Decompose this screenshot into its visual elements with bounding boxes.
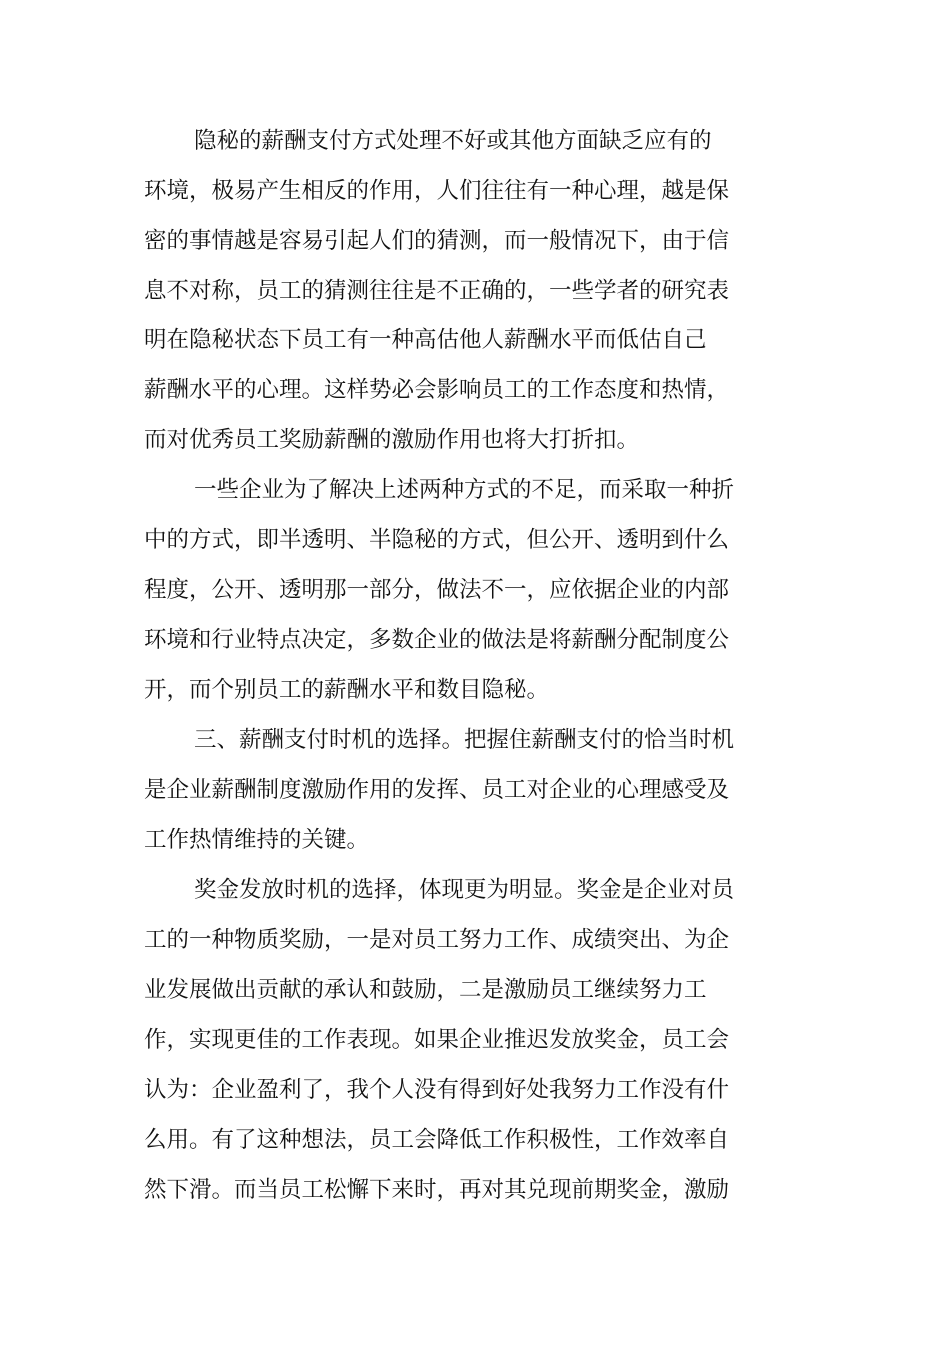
paragraph-4-line-7: 然下滑。而当员工松懈下来时，再对其兑现前期奖金，激励 (144, 1177, 730, 1203)
paragraph-2-line-4: 环境和行业特点决定，多数企业的做法是将薪酬分配制度公 (144, 627, 730, 653)
paragraph-4-line-1: 奖金发放时机的选择，体现更为明显。奖金是企业对员 (194, 877, 735, 903)
paragraph-1-line-5: 明在隐秘状态下员工有一种高估他人薪酬水平而低估自己 (144, 327, 707, 353)
paragraph-4-line-4: 作，实现更佳的工作表现。如果企业推迟发放奖金，员工会 (144, 1027, 730, 1053)
paragraph-2-line-5: 开，而个别员工的薪酬水平和数目隐秘。 (144, 677, 550, 703)
paragraph-3-line-1: 三、薪酬支付时机的选择。把握住薪酬支付的恰当时机 (194, 727, 735, 753)
paragraph-4-line-6: 么用。有了这种想法，员工会降低工作积极性，工作效率自 (144, 1127, 730, 1153)
paragraph-1-line-4: 息不对称，员工的猜测往往是不正确的，一些学者的研究表 (144, 278, 730, 304)
paragraph-1-line-6: 薪酬水平的心理。这样势必会影响员工的工作态度和热情， (144, 377, 730, 403)
paragraph-1-line-2: 环境，极易产生相反的作用，人们往往有一种心理，越是保 (144, 178, 730, 204)
paragraph-3-line-2: 是企业薪酬制度激励作用的发挥、员工对企业的心理感受及 (144, 777, 730, 803)
paragraph-2-line-2: 中的方式，即半透明、半隐秘的方式，但公开、透明到什么 (144, 527, 730, 553)
paragraph-4-line-3: 业发展做出贡献的承认和鼓励，二是激励员工继续努力工 (144, 977, 707, 1003)
paragraph-1-line-3: 密的事情越是容易引起人们的猜测，而一般情况下，由于信 (144, 228, 730, 254)
paragraph-2-line-1: 一些企业为了解决上述两种方式的不足，而采取一种折 (194, 477, 735, 503)
paragraph-4-line-5: 认为：企业盈利了，我个人没有得到好处我努力工作没有什 (144, 1077, 730, 1103)
paragraph-4-line-2: 工的一种物质奖励，一是对员工努力工作、成绩突出、为企 (144, 927, 730, 953)
paragraph-2-line-3: 程度，公开、透明那一部分，做法不一，应依据企业的内部 (144, 577, 730, 603)
paragraph-3-line-3: 工作热情维持的关键。 (144, 827, 370, 853)
paragraph-1-line-1: 隐秘的薪酬支付方式处理不好或其他方面缺乏应有的 (194, 128, 712, 154)
paragraph-1-line-7: 而对优秀员工奖励薪酬的激励作用也将大打折扣。 (144, 427, 640, 453)
